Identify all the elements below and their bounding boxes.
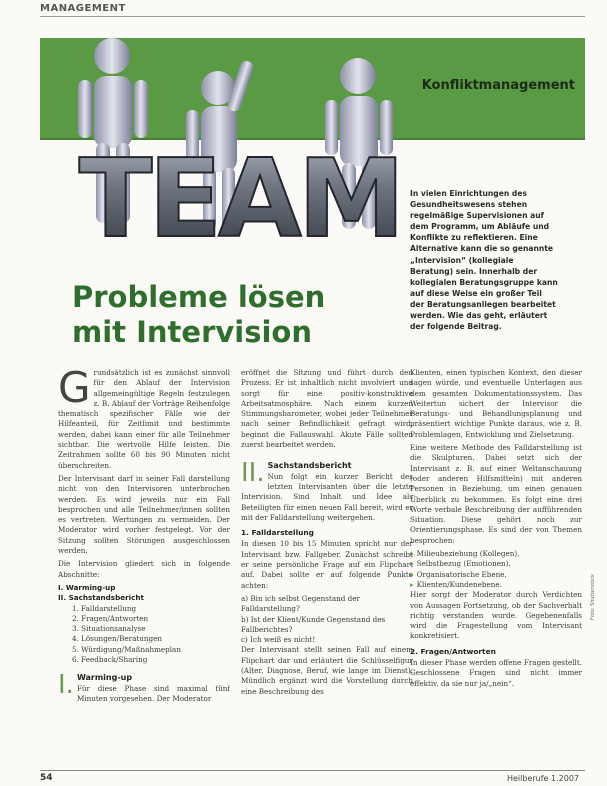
list-item: ▸ Selbstbezug (Emotionen), <box>410 559 582 569</box>
team-illustration <box>40 18 420 268</box>
topic-tag: Konfliktmanagement <box>421 78 575 93</box>
section-heading: Sachstandsbericht <box>267 461 352 471</box>
paragraph: In diesen 10 bis 15 Minuten spricht nur der Intervisant bzw. Fallgeber. Zunächst schreibt er seine persönliche Frage auf ein Flipchart auf. Dabei sollte er auf folgende Punkte achten: <box>241 539 413 590</box>
paragraph: Klienten, einen typischen Kontext, den dieser sagen würde, und eventuelle Unterlagen aus dem gesamten Dokumentationssystem. Das Weitertun sichert der Intervisor die Beratungs- und Behandlungsplanung und präsentiert wichtige Punkte daraus, wie z. B. Problemlagen, Entwicklung und Zielsetzung. <box>410 368 582 439</box>
list-item: ▸ Klienten/Kundenebene. <box>410 580 582 590</box>
step-list <box>58 604 230 666</box>
headline <box>72 280 392 350</box>
body-column-3 <box>410 368 582 763</box>
page-number: 54 <box>40 773 53 783</box>
phase-list <box>58 583 230 604</box>
footer-rule <box>40 770 585 771</box>
subsection-heading: 2. Fragen/Antworten <box>410 646 496 656</box>
paragraph: eröffnet die Sitzung und führt durch den Prozess. Er ist inhaltlich nicht involviert und sorgt für eine positiv-konstruktive Arbeitsatmosphäre. Nach einem kurzen Stimmungsbarometer, wobei jeder Teilnehmer nach seiner Befindlichkeit gefragt wird, beginnt die Fallauswahl. Akute Fälle sollten zuerst bearbeitet werden. <box>241 368 413 450</box>
list-item: a) Bin ich selbst Gegenstand der Falldarstellung? <box>241 593 360 614</box>
bullet-list <box>410 549 582 590</box>
section-numeral: II. <box>241 458 265 489</box>
paragraph: Der Intervisant darf in seiner Fall darstellung nicht von den Intervisoren unterbrochen werden. Es wird jeweils nur ein Fall besprochen und alle Teilnehmer/innen sollten es vertreten. Wertungen zu vermeiden. Der Moderator wird vorher festgelegt. Vor der Sitzung sollten Störungen ausgeschlossen werden. <box>58 473 230 556</box>
photo-credit: Foto: Shutterstock <box>590 574 596 620</box>
headline-line-1: Probleme lösen <box>72 280 326 314</box>
paragraph: Für diese Phase sind maximal fünf Minuten vorgesehen. Der Moderator <box>76 683 230 703</box>
issue-label: Heilberufe 1.2007 <box>506 774 579 783</box>
headline-line-2: mit Intervision <box>72 315 313 349</box>
paragraph: Grundsätzlich ist es zunächst sinnvoll für den Ablauf der Intervision allgemeingültige Regeln festzulegen z. B. Ablauf der Vorträge Reihenfolge thematisch spezifischer Fälle wie der Hilfeanteil, für Zeitlimit und bestimmte werden, dabei kann einer für alle Teilnehmer sichtbar. Die wertvolle Hilfe leisten. Die Zeitrahmen sollte 60 bis 90 Minuten nicht überschreiten. <box>58 368 230 470</box>
list-item: ▸ Organisatorische Ebene, <box>410 570 582 580</box>
section-heading: Warming-up <box>76 673 133 683</box>
list-item: 3. Situationsanalyse <box>72 624 146 634</box>
paragraph: In dieser Phase werden offene Fragen gestellt. Geschlossene Fragen sind nicht immer effektiv, da sie nur ja/„nein“. <box>410 658 582 688</box>
section-warmup <box>58 670 230 704</box>
section-numeral: I. <box>58 670 74 701</box>
paragraph: Hier sorgt der Moderator durch Verdichten von Aussagen Fortsetzung, ob der Sachverhalt richtig verstanden wurde. Gegebenenfalls wird die Fragestellung vom Intervisant konkretisiert. <box>410 590 582 641</box>
section-label: MANAGEMENT <box>40 3 126 14</box>
list-item: I. Warming-up <box>58 582 116 592</box>
paragraph: Eine weitere Methode des Falldarstellung ist die Skulpturen. Dabei setzt sich der Intervisant z. B. auf einer Weltanschauung (oder anderen Hilfsmitteln) mit anderen Personen in Beziehung, um einen genauen Überblick zu bekommen. Es folgt eine drei Worte verbale Beschreibung der aufführenden Situation. Diese gehört noch zur Orientierungsphase. Es sind der von Themen besprochen: <box>410 443 582 545</box>
section-sachstand <box>241 458 413 523</box>
list-item: c) Ich weiß es nicht! <box>241 635 316 645</box>
intro-teaser: In vielen Einrichtungen des Gesundheitswesens stehen regelmäßige Supervisionen auf dem Programm, um Abläufe und Konflikte zu reflektieren. Eine Alternative kann die so genannte „Intervision“ (kollegiale Beratung) sein. Innerhalb der kollegialen Beratungsgruppe kann auf diese Weise ein großer Teil der Beratungsanliegen bearbeitet werden. Wie das geht, erläutert der folgende Beitrag. <box>410 189 558 332</box>
list-item: 1. Falldarstellung <box>72 603 137 613</box>
subsection-heading: 1. Falldarstellung <box>241 528 314 538</box>
list-item: 6. Feedback/Sharing <box>72 655 148 665</box>
paragraph: Der Intervisant stellt seinen Fall auf einem Flipchart dar und erläutert die Schlüsselfigur (Alter, Diagnose, Beruf, wie lange im Dienst). Mündlich ergänzt wird die Vorstellung durch eine Beschreibung des <box>241 645 413 696</box>
drop-cap: G <box>58 368 91 412</box>
top-rule <box>40 16 585 17</box>
list-item: 2. Fragen/Antworten <box>72 613 149 623</box>
body-column-1 <box>58 368 230 763</box>
point-list <box>241 594 413 645</box>
list-item: 5. Würdigung/Maßnahmeplan <box>72 644 181 654</box>
list-item: ▸ Milieubeziehung (Kollegen), <box>410 549 582 559</box>
body-column-2 <box>241 368 413 763</box>
list-item: 4. Lösungen/Beratungen <box>72 634 162 644</box>
paragraph: Die Intervision gliedert sich in folgende Abschnitte: <box>58 559 230 579</box>
hero-word: TEAM <box>78 137 402 262</box>
list-item: II. Sachstandsbericht <box>58 593 144 603</box>
paragraph: Nun folgt ein kurzer Bericht des letzten Intervisanten über die letzte Intervision. Sind Inhalt und Idee als Beteiligten für einen neuen Fall bereit, wird er mit der Falldarstellung weitergehen. <box>241 471 413 522</box>
list-item: b) Ist der Klient/Kunde Gegenstand des Fallberichtes? <box>241 614 386 634</box>
